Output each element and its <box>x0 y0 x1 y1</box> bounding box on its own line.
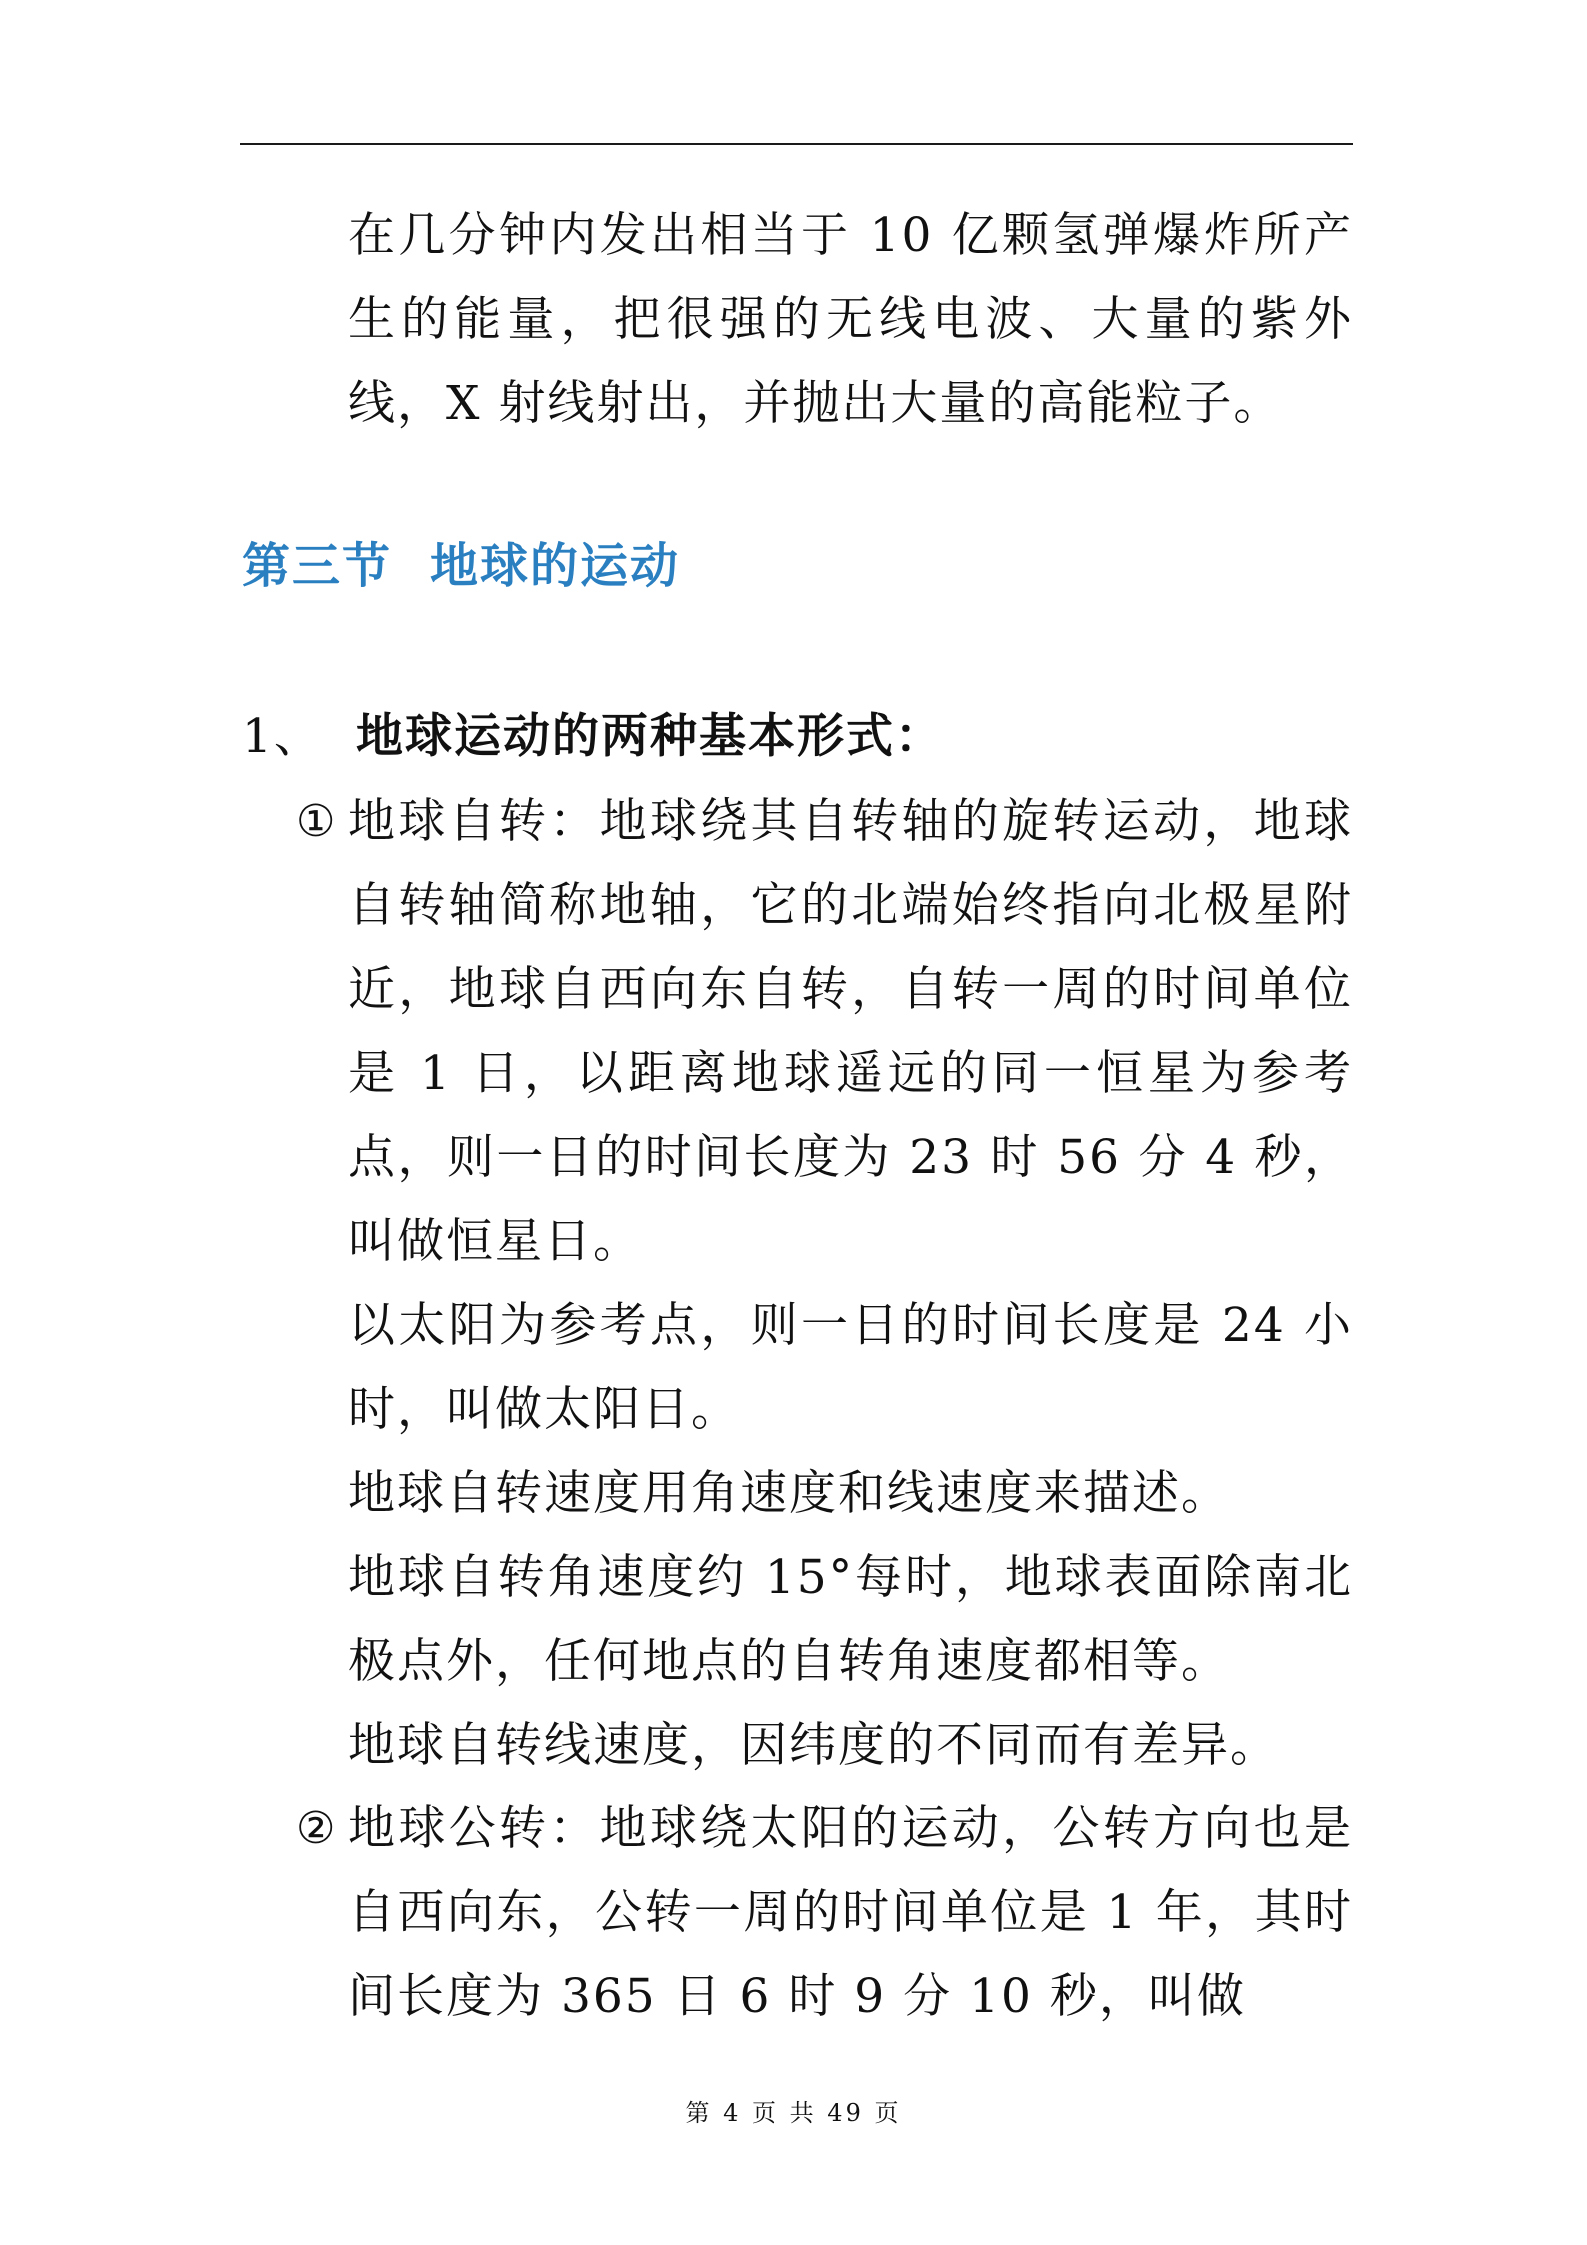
list-item-rotation <box>296 780 1353 1788</box>
item1-paragraph-5: 地球自转线速度，因纬度的不同而有差异。 <box>348 1718 1279 1773</box>
section-number: 第三节 <box>242 538 393 594</box>
item1-paragraph-4: 地球自转角速度约 15°每时，地球表面除南北极点外，任何地点的自转角速度都相等。 <box>348 1550 1353 1689</box>
list-heading <box>242 705 944 769</box>
intro-text: 在几分钟内发出相当于 10 亿颗氢弹爆炸所产生的能量，把很强的无线电波、大量的紫外线，X 射线射出，并抛出大量的高能粒子。 <box>348 208 1353 431</box>
circled-number-2: ② <box>296 1803 338 1854</box>
header-rule <box>240 143 1353 145</box>
intro-paragraph <box>348 194 1353 446</box>
circled-number-1: ① <box>296 796 338 847</box>
section-title: 地球的运动 <box>430 538 681 594</box>
item1-paragraph-3: 地球自转速度用角速度和线速度来描述。 <box>348 1466 1230 1521</box>
item1-paragraph-1: 地球自转：地球绕其自转轴的旋转运动，地球自转轴简称地轴，它的北端始终指向北极星附近，地球自西向东自转，自转一周的时间单位是 1 日，以距离地球遥远的同一恒星为参考点，则一日的时间长度为 23 时 56 分 4 秒，叫做恒星日。 <box>348 794 1353 1269</box>
list-item-revolution <box>296 1787 1353 2039</box>
list-heading-marker: 1、 <box>242 709 323 764</box>
page-number: 第 4 页 共 49 页 <box>685 2099 902 2127</box>
item2-paragraph: 地球公转：地球绕太阳的运动，公转方向也是自西向东，公转一周的时间单位是 1 年，其时间长度为 365 日 6 时 9 分 10 秒，叫做 <box>348 1801 1353 2024</box>
item1-paragraph-2: 以太阳为参考点，则一日的时间长度是 24 小时，叫做太阳日。 <box>348 1298 1353 1437</box>
section-heading <box>242 534 680 598</box>
list-heading-text: 地球运动的两种基本形式： <box>356 709 944 764</box>
